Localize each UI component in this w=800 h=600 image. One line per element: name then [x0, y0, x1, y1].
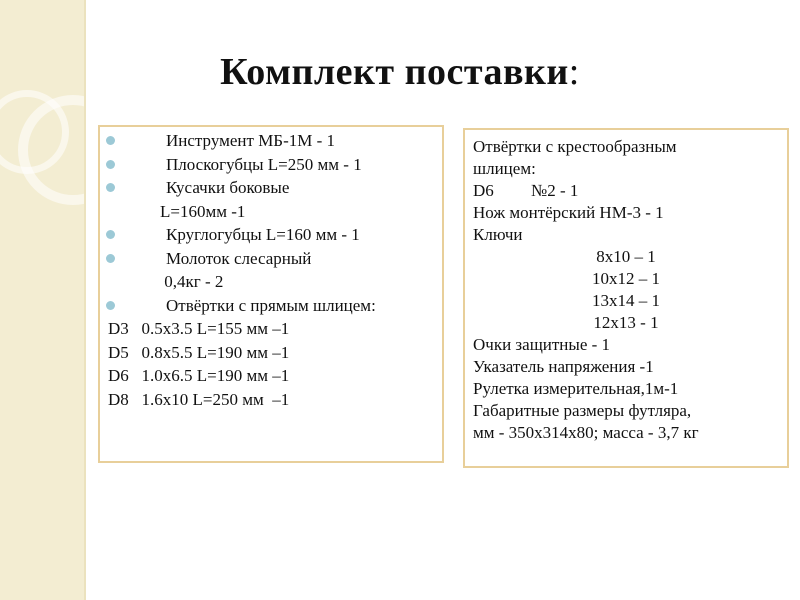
screwdriver-row [108, 364, 442, 388]
list-item-text: L=160мм -1 [160, 201, 246, 221]
row-text: D5 0.8х5.5 L=190 мм –1 [108, 342, 290, 362]
list-item-text: Плоскогубцы L=250 мм - 1 [166, 154, 362, 174]
screwdriver-row [108, 388, 442, 412]
text-line: Указатель напряжения -1 [473, 357, 654, 376]
list-item-text: Круглогубцы L=160 мм - 1 [166, 225, 360, 244]
list-item-text: Молоток слесарный [166, 248, 312, 268]
list-item [108, 153, 442, 177]
bullet-icon [106, 183, 115, 192]
title-text: Комплект поставки [220, 51, 569, 93]
text-line: шлицем: [473, 159, 536, 178]
list-item-text: Кусачки боковые [166, 178, 290, 197]
bullet-icon [106, 254, 115, 263]
text-line: Габаритные размеры футляра, [473, 401, 692, 420]
bullet-icon [106, 230, 115, 239]
left-content-box [98, 125, 444, 463]
list-item [108, 294, 442, 318]
key-size: 8х10 – 1 [596, 247, 656, 266]
list-item [108, 223, 442, 247]
list-item-text: Инструмент МБ-1М - 1 [166, 131, 336, 150]
list-item-continuation [108, 270, 442, 294]
list-item-text: 0,4кг - 2 [160, 272, 224, 291]
text-line: Очки защитные - 1 [473, 335, 611, 354]
list-item-continuation [108, 200, 442, 224]
right-content-box [463, 128, 789, 468]
d6-label: D6 [473, 181, 494, 200]
bullet-icon [106, 160, 115, 169]
text-line: Нож монтёрский НМ-3 - 1 [473, 203, 664, 222]
key-size: 10х12 – 1 [592, 269, 660, 288]
title-colon: : [568, 51, 580, 93]
text-line: мм - 350х314х80; масса - 3,7 кг [473, 423, 699, 442]
list-item [108, 176, 442, 200]
key-size: 12х13 - 1 [593, 313, 659, 332]
text-line: Рулетка измерительная,1м-1 [473, 379, 679, 398]
screwdriver-row [108, 341, 442, 365]
keys-label: Ключи [473, 225, 523, 244]
list-item [108, 247, 442, 271]
list-item [108, 129, 442, 153]
row-text: D8 1.6х10 L=250 мм –1 [108, 389, 290, 409]
list-item-text: Отвёртки с прямым шлицем: [166, 295, 376, 315]
slide-title [0, 50, 800, 94]
screwdriver-row [108, 317, 442, 341]
row-text: D3 0.5х3.5 L=155 мм –1 [108, 319, 290, 338]
d6-row [473, 180, 787, 202]
key-size: 13х14 – 1 [592, 291, 660, 310]
d6-value: №2 - 1 [531, 181, 579, 200]
bullet-icon [106, 301, 115, 310]
bullet-icon [106, 136, 115, 145]
row-text: D6 1.0х6.5 L=190 мм –1 [108, 366, 290, 385]
text-line: Отвёртки с крестообразным [473, 137, 677, 156]
